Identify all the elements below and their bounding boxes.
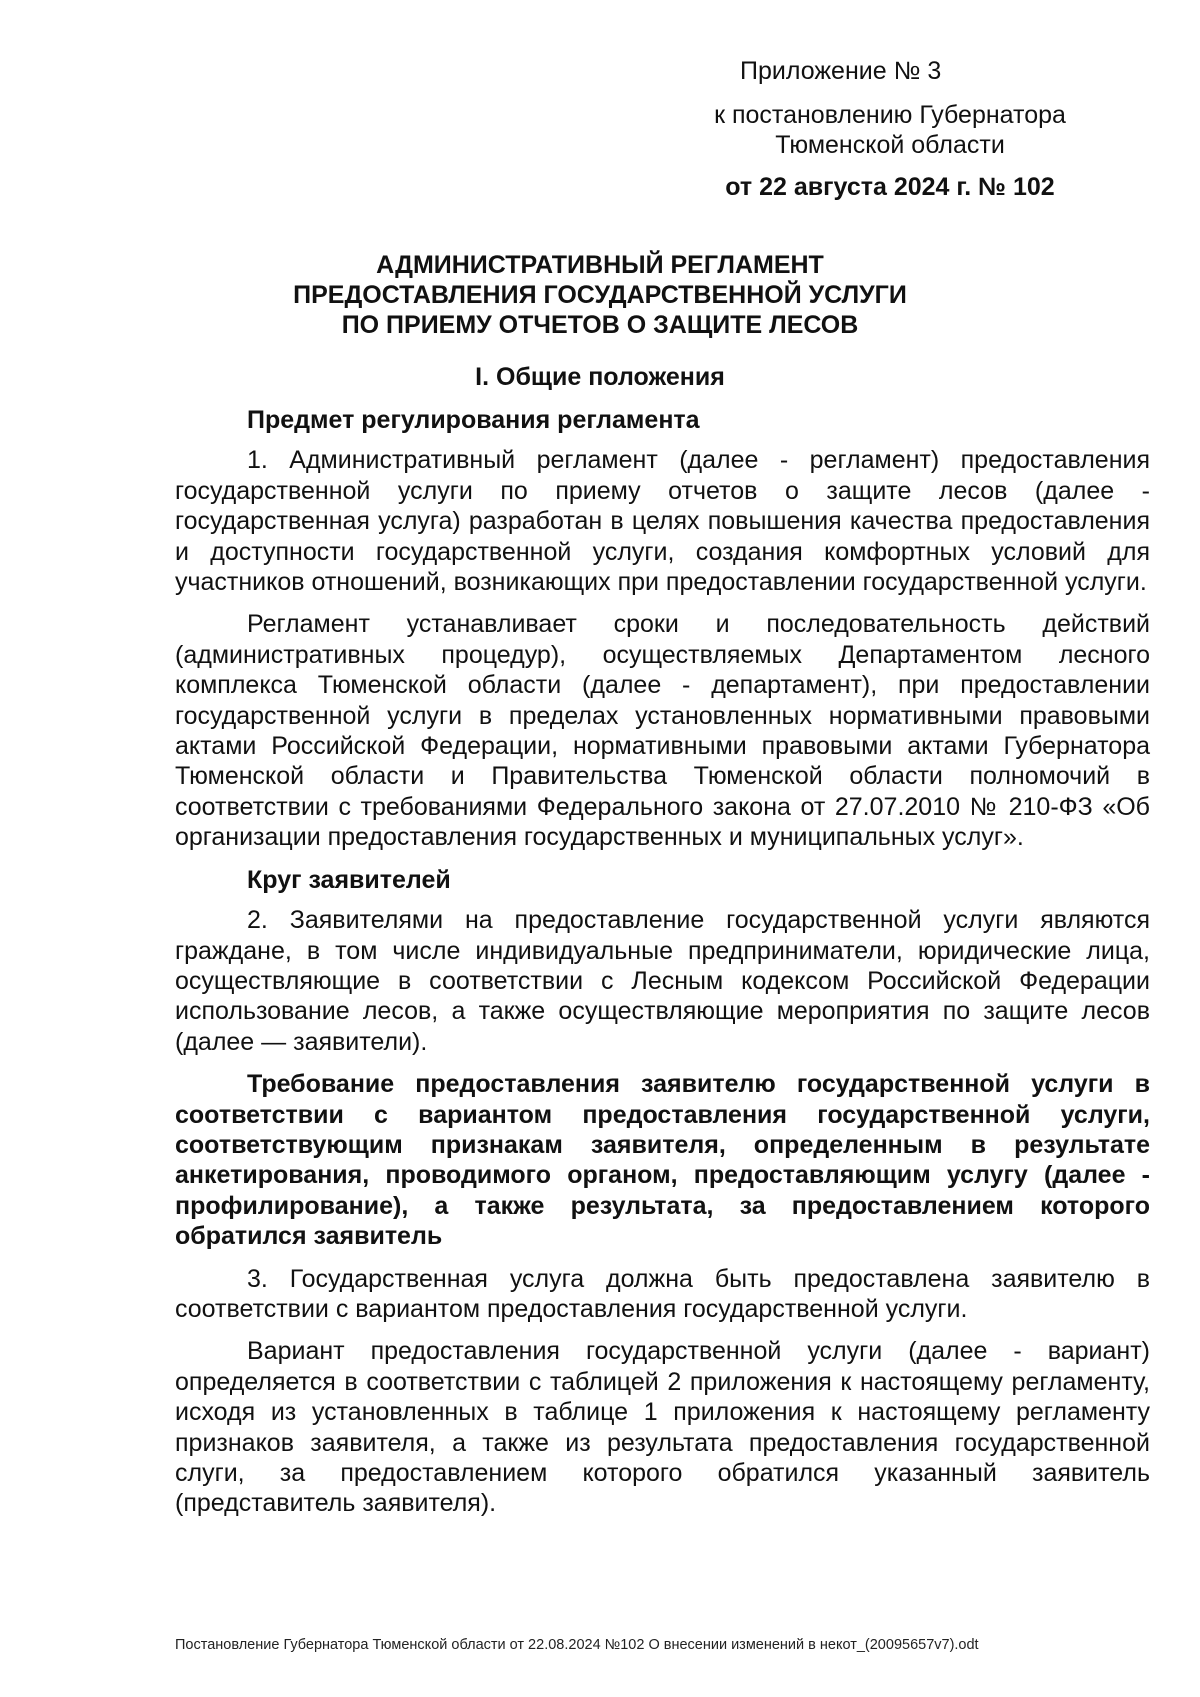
subheading-subject: Предмет регулирования регламента bbox=[247, 406, 700, 434]
title-line3: ПО ПРИЕМУ ОТЧЕТОВ О ЗАЩИТЕ ЛЕСОВ bbox=[341, 311, 859, 339]
section-heading: I. Общие положения bbox=[475, 363, 725, 391]
appendix-reference-line2: Тюменской области bbox=[775, 131, 1005, 159]
appendix-date: от 22 августа 2024 г. № 102 bbox=[725, 173, 1055, 201]
subheading-requirement: Требование предоставления заявителю государственной услуги в соответствии с вариантом предоставления государственной услуги, соответствующим признакам заявителя, определенным в результате анкетирования, проводимого органом, предоставляющим услугу (далее - профилирование), а также результата, за предоставлением которого обратился заявитель bbox=[175, 1070, 1150, 1251]
paragraph-3: 2. Заявителями на предоставление государственной услуги являются граждане, в том числе индивидуальные предприниматели, юридические лица, осуществляющие в соответствии с Лесным кодексом Российской Федерации использование лесов, а также осуществляющие мероприятия по защите лесов (далее — заявители). bbox=[175, 906, 1150, 1056]
paragraph-1: 1. Административный регламент (далее - регламент) предоставления государственной услуги по приему отчетов о защите лесов (далее - государственная услуга) разработан в целях повышения качества предоставления и доступности государственной услуги, создания комфортных условий для участников отношений, возникающих при предоставлении государственной услуги. bbox=[175, 446, 1150, 597]
paragraph-5: Вариант предоставления государственной услуги (далее - вариант) определяется в соответствии с таблицей 2 приложения к настоящему регламенту, исходя из установленных в таблице 1 приложения к настоящему регламенту признаков заявителя, а также из результата предоставления государственной слуги, за предоставлением которого обратился указанный заявитель (представитель заявителя). bbox=[175, 1337, 1150, 1518]
appendix-reference-line1: к постановлению Губернатора bbox=[714, 101, 1066, 129]
appendix-number: Приложение № 3 bbox=[740, 57, 942, 85]
appendix-reference bbox=[660, 100, 1120, 160]
document-title bbox=[150, 250, 1050, 340]
document-body bbox=[175, 405, 1150, 1531]
subheading-applicants: Круг заявителей bbox=[247, 865, 451, 894]
title-line1: АДМИНИСТРАТИВНЫЙ РЕГЛАМЕНТ bbox=[376, 251, 824, 279]
paragraph-2: Регламент устанавливает сроки и последовательность действий (административных процедур), осуществляемых Департаментом лесного комплекса Тюменской области (далее - департамент), при предоставлении государственной услуги в пределах установленных нормативными правовыми актами Российской Федерации, нормативными правовыми актами Губернатора Тюменской области и Правительства Тюменской области полномочий в соответствии с требованиями Федерального закона от 27.07.2010 № 210-ФЗ «Об организации предоставления государственных и муниципальных услуг». bbox=[175, 610, 1150, 852]
page-footer: Постановление Губернатора Тюменской области от 22.08.2024 №102 О внесении изменений в некот_(20095657v7).odt bbox=[175, 1637, 979, 1653]
title-line2: ПРЕДОСТАВЛЕНИЯ ГОСУДАРСТВЕННОЙ УСЛУГИ bbox=[293, 281, 907, 309]
paragraph-4: 3. Государственная услуга должна быть предоставлена заявителю в соответствии с вариантом предоставления государственной услуги. bbox=[175, 1264, 1150, 1323]
